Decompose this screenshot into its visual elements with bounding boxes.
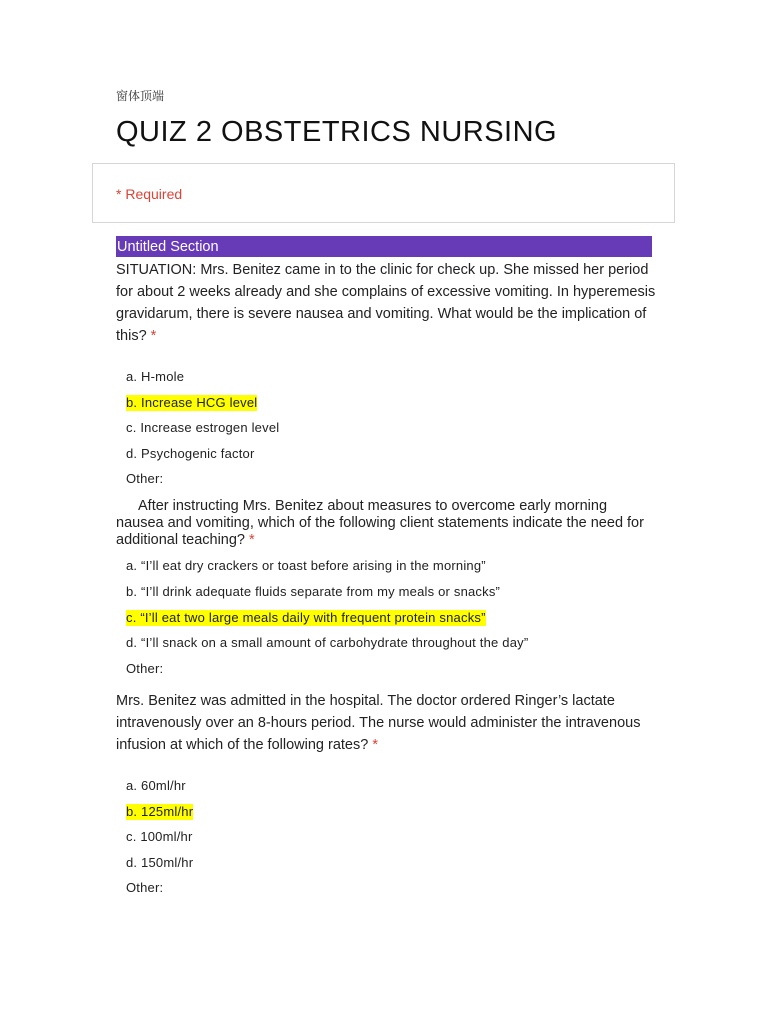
required-note: * Required <box>116 186 183 202</box>
q2-option-d[interactable]: d. “I’ll snack on a small amount of carbohydrate throughout the day” <box>126 635 529 650</box>
q3-option-c[interactable]: c. 100ml/hr <box>126 829 193 844</box>
q3-option-a[interactable]: a. 60ml/hr <box>126 778 186 793</box>
question-2-label: After instructing Mrs. Benitez about measures to overcome early morning nausea and vomiting, which of the following client statements indicate the need for additional teaching? <box>116 498 644 548</box>
question-3-label: Mrs. Benitez was admitted in the hospital. The doctor ordered Ringer’s lactate intravenously over an 8-hours period. The nurse would administer the intravenous infusion at which of the following rates? <box>116 693 641 753</box>
page-title: QUIZ 2 OBSTETRICS NURSING <box>116 116 558 148</box>
q3-option-d[interactable]: d. 150ml/hr <box>126 855 194 870</box>
required-star: * <box>372 737 378 753</box>
question-1-text <box>116 259 656 347</box>
q3-option-other[interactable]: Other: <box>126 880 164 895</box>
q1-option-d[interactable]: d. Psychogenic factor <box>126 446 255 461</box>
q2-option-other[interactable]: Other: <box>126 661 164 676</box>
question-1-label: SITUATION: Mrs. Benitez came in to the clinic for check up. She missed her period for about 2 weeks already and she complains of excessive vomiting. In hyperemesis gravidarum, there is severe nausea and vomiting. What would be the implication of this? <box>116 262 656 344</box>
question-2-text <box>116 498 656 549</box>
form-top-marker: 窗体顶端 <box>116 89 165 103</box>
q2-option-b[interactable]: b. “I’ll drink adequate fluids separate from my meals or snacks” <box>126 584 501 599</box>
required-star: * <box>249 532 255 548</box>
q2-option-a[interactable]: a. “I’ll eat dry crackers or toast before arising in the morning” <box>126 558 486 573</box>
required-notice-card <box>92 163 675 223</box>
question-3-text <box>116 690 656 756</box>
q1-option-c[interactable]: c. Increase estrogen level <box>126 420 280 435</box>
q2-option-c[interactable]: c. “I’ll eat two large meals daily with frequent protein snacks” <box>126 610 486 625</box>
q1-option-other[interactable]: Other: <box>126 471 164 486</box>
required-star: * <box>150 328 157 344</box>
section-header: Untitled Section <box>116 236 652 257</box>
q1-option-b[interactable]: b. Increase HCG level <box>126 395 258 410</box>
q3-option-b[interactable]: b. 125ml/hr <box>126 804 194 819</box>
q1-option-a[interactable]: a. H-mole <box>126 369 185 384</box>
